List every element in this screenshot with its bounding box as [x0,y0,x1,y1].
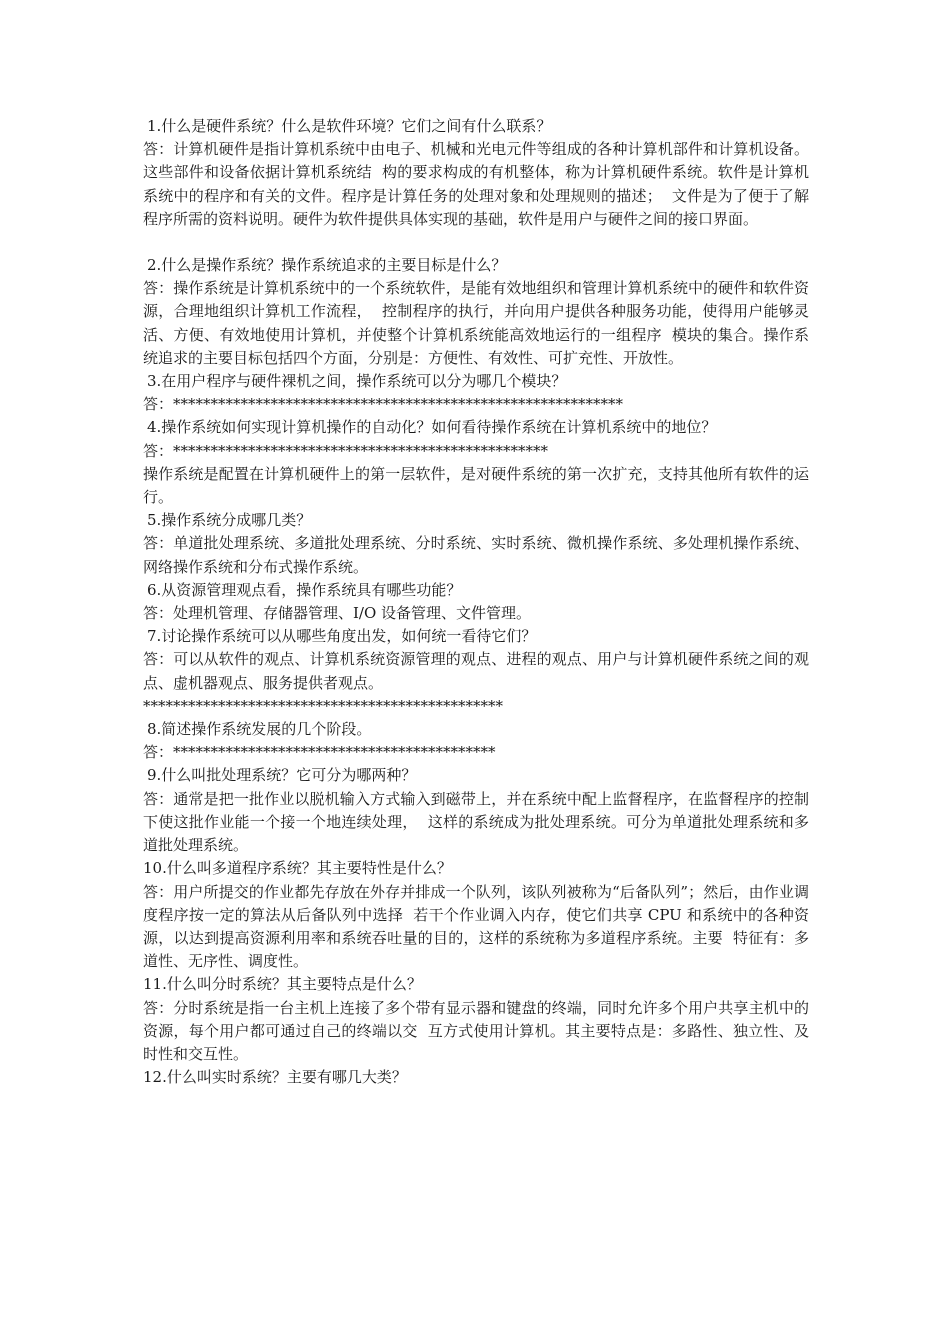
answer-paragraph: 答：可以从软件的观点、计算机系统资源管理的观点、进程的观点、用户与计算机硬件系统之间的观点、虚机器观点、服务提供者观点。 [143,650,809,692]
question-paragraph: 3.在用户程序与硬件裸机之间，操作系统可以分为哪几个模块？ [147,372,567,391]
answer-paragraph: ************************************************ [143,696,503,715]
answer-paragraph: 11.什么叫分时系统？其主要特点是什么？ [143,975,422,994]
question-paragraph: 1.什么是硬件系统？什么是软件环境？它们之间有什么联系？ [147,117,552,135]
answer-paragraph: 操作系统是配置在计算机硬件上的第一层软件，是对硬件系统的第一次扩充，支持其他所有软件的运行。 [143,464,809,507]
answer-paragraph: 答：单道批处理系统、多道批处理系统、分时系统、实时系统、微机操作系统、多处理机操作系统、网络操作系统和分布式操作系统。 [143,534,809,576]
question-paragraph: 5.操作系统分成哪几类？ [147,511,312,530]
answer-paragraph: 答：操作系统是计算机系统中的一个系统软件，是能有效地组织和管理计算机系统中的硬件和软件资源，合理地组织计算机工作流程， 控制程序的执行，并向用户提供各种服务功能，使得用户能够灵活、方便、有效地使用计算机，并使整个计算机系统能高效地运行的一组程序 模块的集合。操作系统追求的主要目标包括四个方面，分别是：方便性、有效性、可扩充性、开放性。 [143,279,809,367]
answer-paragraph: 答：******************************************* [143,743,496,762]
question-paragraph: 4.操作系统如何实现计算机操作的自动化？如何看待操作系统在计算机系统中的地位？ [147,418,717,437]
blank-line [143,231,809,254]
question-paragraph: 9.什么叫批处理系统？它可分为哪两种？ [147,766,417,785]
answer-paragraph: 答：************************************************** [143,441,549,460]
answer-paragraph: 答：处理机管理、存储器管理、I/O 设备管理、文件管理。 [143,604,532,623]
answer-paragraph: 答：************************************************************ [143,395,624,414]
document-body [143,115,809,1089]
answer-paragraph: 12.什么叫实时系统？主要有哪几大类？ [143,1068,407,1087]
answer-paragraph: 答：通常是把一批作业以脱机输入方式输入到磁带上，并在系统中配上监督程序，在监督程序的控制下使这批作业能一个接一个地连续处理， 这样的系统成为批处理系统。可分为单道批处理系统和多道批处理系统。 [143,789,809,855]
question-paragraph: 6.从资源管理观点看，操作系统具有哪些功能？ [147,580,462,599]
question-paragraph: 7.讨论操作系统可以从哪些角度出发，如何统一看待它们？ [147,627,537,646]
answer-paragraph: 答：分时系统是指一台主机上连接了多个带有显示器和键盘的终端，同时允许多个用户共享主机中的资源，每个用户都可通过自己的终端以交 互方式使用计算机。其主要特点是：多路性、独立性、及时性和交互性。 [143,998,809,1063]
question-paragraph: 8.简述操作系统发展的几个阶段。 [147,720,372,739]
answer-paragraph: 10.什么叫多道程序系统？其主要特性是什么？ [143,859,452,878]
document-content [143,115,809,1089]
answer-paragraph: 答：用户所提交的作业都先存放在外存并排成一个队列，该队列被称为“后备队列”；然后，由作业调度程序按一定的算法从后备队列中选择 若干个作业调入内存，使它们共享 CPU 和系统中的各种资源，以达到提高资源利用率和系统吞吐量的目的，这样的系统称为多道程序系统。主要 特征有：多道性、无序性、调度性。 [143,882,809,971]
question-paragraph: 2.什么是操作系统？操作系统追求的主要目标是什么？ [147,256,507,275]
answer-paragraph: 答：计算机硬件是指计算机系统中由电子、机械和光电元件等组成的各种计算机部件和计算机设备。这些部件和设备依据计算机系统结 构的要求构成的有机整体，称为计算机硬件系统。软件是计算机系统中的程序和有关的文件。程序是计算任务的处理对象和处理规则的描述； 文件是为了便于了解程序所需的资料说明。硬件为软件提供具体实现的基础，软件是用户与硬件之间的接口界面。 [143,140,809,228]
